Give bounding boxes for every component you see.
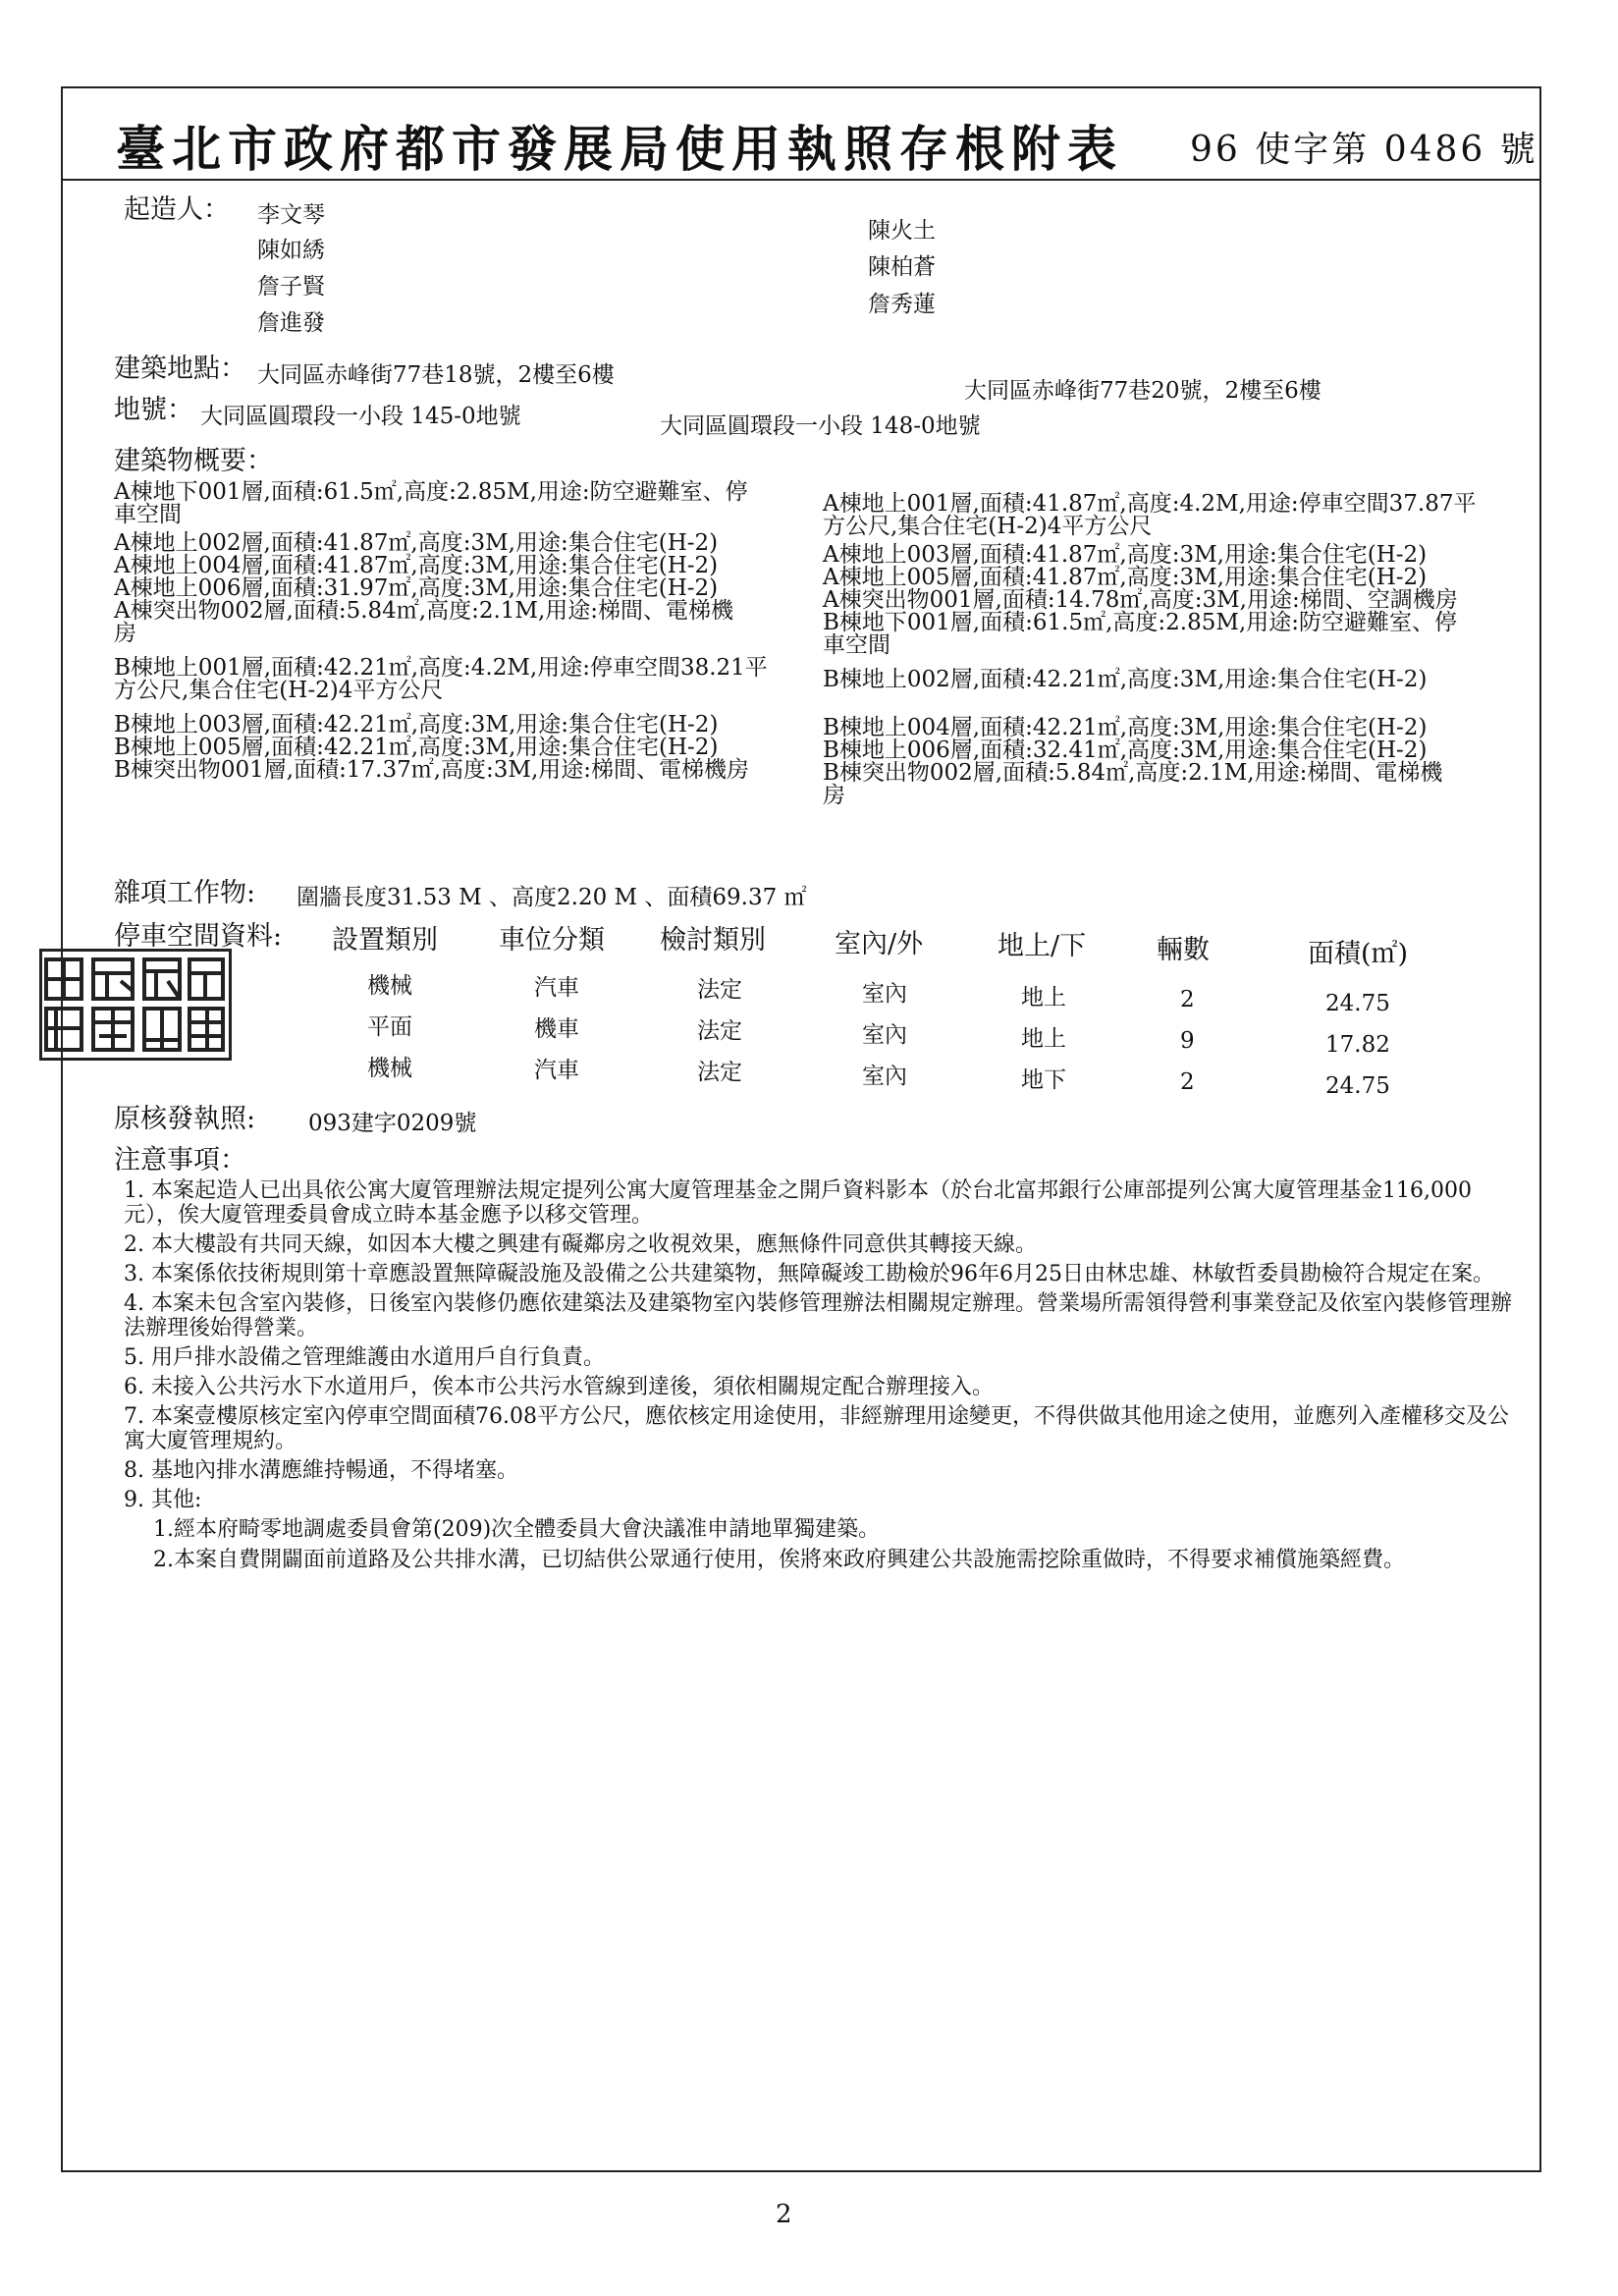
notes-label: 注意事項： <box>114 1145 246 1175</box>
parking-cell: 24.75 <box>1325 991 1390 1016</box>
parking-header: 輛數 <box>1157 935 1210 965</box>
overview-line: 房 <box>823 783 845 808</box>
note-item <box>124 1404 1518 1453</box>
overview-line: A棟地上003層,面積:41.87㎡,高度:3M,用途:集合住宅(H-2) <box>823 542 1428 568</box>
parking-cell: 地上 <box>1021 985 1066 1011</box>
note-item <box>124 1458 1518 1483</box>
parking-cell: 汽車 <box>534 975 579 1001</box>
parking-cell: 汽車 <box>534 1058 579 1083</box>
misc-text: 圍牆長度31.53 M 、高度2.20 M 、面積69.37 ㎡ <box>297 885 807 910</box>
original-permit-value: 093建字0209號 <box>308 1111 477 1136</box>
parking-header: 車位分類 <box>499 925 605 956</box>
parking-cell: 地上 <box>1021 1026 1066 1052</box>
parking-header: 面積(㎡) <box>1308 939 1409 969</box>
overview-line: B棟地上005層,面積:42.21㎡,高度:3M,用途:集合住宅(H-2) <box>114 735 719 760</box>
overview-line: A棟地上006層,面積:31.97㎡,高度:3M,用途:集合住宅(H-2) <box>114 575 719 601</box>
sub-note: 2.本案自費開闢面前道路及公共排水溝，已切結供公眾通行使用，俟將來政府興建公共設施需挖除重做時，不得要求補償施築經費。 <box>153 1548 1405 1572</box>
parking-cell: 機車 <box>534 1016 579 1042</box>
note-item <box>124 1345 1518 1370</box>
overview-line: A棟地上001層,面積:41.87㎡,高度:4.2M,用途:停車空間37.87平 <box>823 491 1477 517</box>
parking-header: 設置類別 <box>332 925 438 956</box>
note-text: 4. 本案未包含室內裝修，日後室內裝修仍應依建築法及建築物室內裝修管理辦法相關規定辦理。營業場所需領得營利事業登記及依室內裝修管理辦法辦理後始得營業。 <box>124 1291 1512 1340</box>
parking-cell: 室內 <box>862 981 907 1007</box>
overview-line: B棟地上006層,面積:32.41㎡,高度:3M,用途:集合住宅(H-2) <box>823 738 1428 763</box>
parking-cell: 法定 <box>697 1060 742 1085</box>
official-seal-stamp <box>39 949 232 1061</box>
notes-list <box>124 1178 1518 1578</box>
applicants-label: 起造人： <box>124 194 230 225</box>
overview-line: 方公尺,集合住宅(H-2)4平方公尺 <box>114 678 444 703</box>
site-address: 大同區赤峰街77巷18號，2樓至6樓 <box>257 362 615 388</box>
document-title: 臺北市政府都市發展局使用執照存根附表 <box>116 120 1123 178</box>
parking-label: 停車空間資料: <box>114 921 283 952</box>
overview-line: B棟地上003層,面積:42.21㎡,高度:3M,用途:集合住宅(H-2) <box>114 712 719 738</box>
parking-cell: 室內 <box>862 1022 907 1048</box>
misc-label: 雜項工作物: <box>114 878 256 908</box>
applicant-name: 陳火土 <box>868 218 936 244</box>
note-text: 9. 其他: <box>124 1488 202 1512</box>
parking-cell: 法定 <box>697 977 742 1003</box>
overview-line: B棟突出物002層,面積:5.84㎡,高度:2.1M,用途:梯間、電梯機 <box>823 760 1443 786</box>
applicant-name: 詹秀蓮 <box>868 292 936 317</box>
note-text: 6. 未接入公共污水下水道用戶，俟本市公共污水管線到達後，須依相關規定配合辦理接入。 <box>124 1375 994 1399</box>
parking-cell: 地下 <box>1021 1067 1066 1093</box>
overview-right-column <box>823 491 1520 808</box>
overview-line: A棟地上002層,面積:41.87㎡,高度:3M,用途:集合住宅(H-2) <box>114 530 719 556</box>
note-text: 1. 本案起造人已出具依公寓大廈管理辦法規定提列公寓大廈管理基金之開戶資料影本（於台北富邦銀行公庫部提列公寓大廈管理基金116,000元），俟大廈管理委員會成立時本基金應予以移交管理。 <box>124 1178 1472 1228</box>
applicant-name: 陳如綉 <box>257 238 325 263</box>
parking-cell: 機械 <box>367 973 412 999</box>
overview-line: A棟突出物002層,面積:5.84㎡,高度:2.1M,用途:梯間、電梯機 <box>114 598 734 624</box>
original-permit-label: 原核發執照: <box>114 1104 256 1134</box>
overview-line: B棟地上004層,面積:42.21㎡,高度:3M,用途:集合住宅(H-2) <box>823 715 1428 740</box>
note-text: 2. 本大樓設有共同天線，如因本大樓之興建有礙鄰房之收視效果，應無條件同意供其轉接天線。 <box>124 1232 1037 1257</box>
note-item <box>124 1291 1518 1340</box>
parking-cell: 24.75 <box>1325 1073 1390 1099</box>
site-address: 大同區赤峰街77巷20號，2樓至6樓 <box>964 378 1321 404</box>
overview-line: A棟地下001層,面積:61.5㎡,高度:2.85M,用途:防空避難室、停 <box>114 479 748 505</box>
overview-line: B棟地上001層,面積:42.21㎡,高度:4.2M,用途:停車空間38.21平 <box>114 655 768 681</box>
overview-left-column <box>114 479 811 783</box>
site-label: 建築地點： <box>114 354 246 384</box>
overview-line: 車空間 <box>114 502 182 527</box>
note-text: 3. 本案係依技術規則第十章應設置無障礙設施及設備之公共建築物，無障礙竣工勘檢於96年6月25日由林忠雄、林敏哲委員勘檢符合規定在案。 <box>124 1262 1494 1286</box>
applicant-name: 詹子賢 <box>257 274 325 300</box>
applicant-name: 李文琴 <box>257 202 325 228</box>
parking-cell: 機械 <box>367 1056 412 1081</box>
parking-header: 地上/下 <box>998 931 1087 961</box>
overview-line: A棟地上004層,面積:41.87㎡,高度:3M,用途:集合住宅(H-2) <box>114 553 719 578</box>
note-item <box>124 1488 1518 1512</box>
note-item <box>124 1375 1518 1399</box>
page-number: 2 <box>776 2200 792 2229</box>
note-item <box>124 1232 1518 1257</box>
overview-line: 房 <box>114 621 136 646</box>
parking-header: 室內/外 <box>835 929 924 959</box>
parking-cell: 9 <box>1180 1028 1195 1054</box>
lot-number: 大同區圓環段一小段 148-0地號 <box>660 413 981 439</box>
overview-line: 車空間 <box>823 632 890 658</box>
parking-cell: 2 <box>1180 987 1195 1012</box>
parking-header: 檢討類別 <box>660 925 766 956</box>
lot-label: 地號： <box>114 395 193 425</box>
parking-cell: 2 <box>1180 1069 1195 1095</box>
overview-line: B棟突出物001層,面積:17.37㎡,高度:3M,用途:梯間、電梯機房 <box>114 757 750 783</box>
overview-line: B棟地上002層,面積:42.21㎡,高度:3M,用途:集合住宅(H-2) <box>823 667 1428 692</box>
permit-number: 96 使字第 0486 號 <box>1190 130 1538 170</box>
applicant-name: 詹進發 <box>257 310 325 336</box>
parking-cell: 室內 <box>862 1064 907 1089</box>
parking-cell: 法定 <box>697 1018 742 1044</box>
overview-line: B棟地下001層,面積:61.5㎡,高度:2.85M,用途:防空避難室、停 <box>823 610 1457 635</box>
note-item <box>124 1262 1518 1286</box>
applicant-name: 陳柏蒼 <box>868 254 936 280</box>
parking-cell: 17.82 <box>1325 1032 1390 1058</box>
sub-note: 1.經本府畸零地調處委員會第(209)次全體委員大會決議准申請地單獨建築。 <box>153 1517 881 1542</box>
overview-line: A棟地上005層,面積:41.87㎡,高度:3M,用途:集合住宅(H-2) <box>823 565 1428 590</box>
parking-cell: 平面 <box>367 1014 412 1040</box>
note-item <box>124 1178 1518 1228</box>
lot-number: 大同區圓環段一小段 145-0地號 <box>200 404 521 429</box>
overview-label: 建築物概要： <box>114 446 273 476</box>
overview-line: 方公尺,集合住宅(H-2)4平方公尺 <box>823 514 1153 539</box>
overview-line: A棟突出物001層,面積:14.78㎡,高度:3M,用途:梯間、空調機房 <box>823 587 1458 613</box>
note-text: 7. 本案壹樓原核定室內停車空間面積76.08平方公尺，應依核定用途使用，非經辦理用途變更，不得供做其他用途之使用，並應列入產權移交及公寓大廈管理規約。 <box>124 1404 1509 1453</box>
note-text: 8. 基地內排水溝應維持暢通，不得堵塞。 <box>124 1458 518 1483</box>
note-text: 5. 用戶排水設備之管理維護由水道用戶自行負責。 <box>124 1345 605 1370</box>
